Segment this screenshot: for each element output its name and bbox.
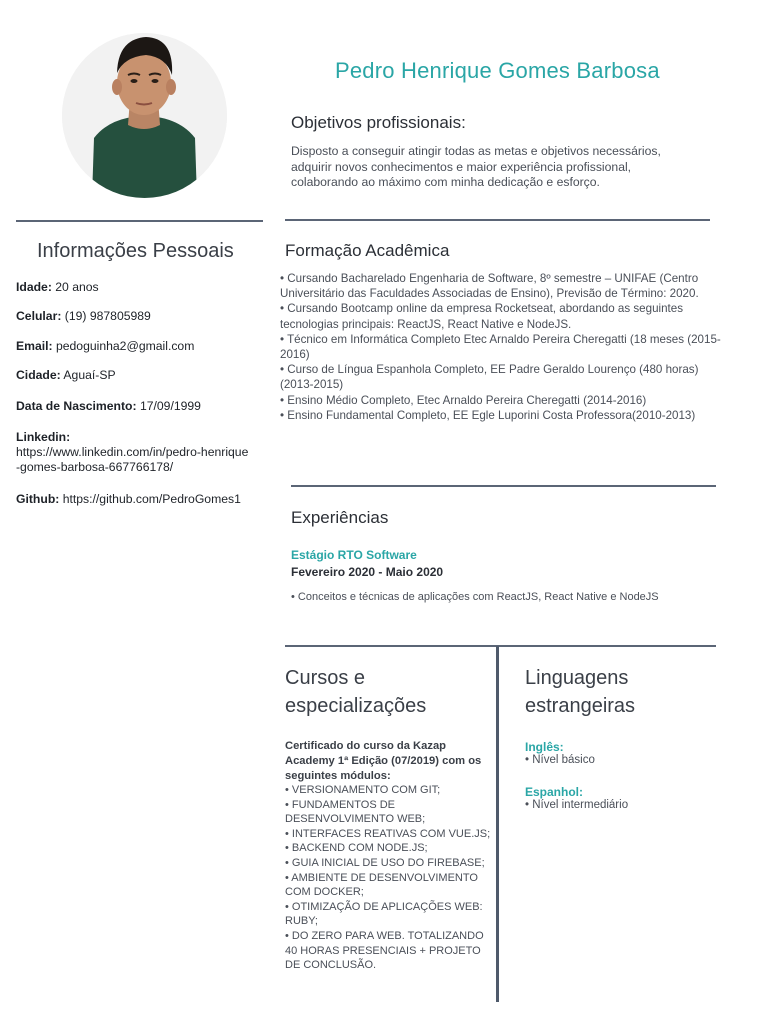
email-value[interactable]: pedoguinha2@gmail.com <box>52 339 195 353</box>
age-value: 20 anos <box>51 280 99 294</box>
divider-right-top <box>285 219 710 221</box>
candidate-name: Pedro Henrique Gomes Barbosa <box>335 58 660 83</box>
education-item: • Ensino Fundamental Completo, EE Egle Luporini Costa Professora(2010-2013) <box>280 408 696 422</box>
language-level: • Nível básico <box>525 754 595 766</box>
job-period: Fevereiro 2020 - Maio 2020 <box>291 565 444 579</box>
city-label: Cidade: <box>16 368 61 382</box>
github-link[interactable]: https://github.com/PedroGomes1 <box>59 492 241 506</box>
divider-experience <box>291 485 716 487</box>
course-module: • OTIMIZAÇÃO DE APLICAÇÕES WEB: RUBY; <box>285 900 483 928</box>
github-label: Github: <box>16 492 60 506</box>
birth-row <box>16 399 271 414</box>
email-label: Email: <box>16 339 53 353</box>
courses-title-line2: especializações <box>285 695 427 717</box>
course-module: • DO ZERO PARA WEB. TOTALIZANDO 40 HORAS PRESENCIAIS + PROJETO DE CONCLUSÃO. <box>285 929 484 972</box>
age-label: Idade: <box>16 280 52 294</box>
language-name: Espanhol: <box>525 785 584 799</box>
profile-photo <box>62 33 227 198</box>
education-item: • Ensino Médio Completo, Etec Arnaldo Pereira Cheregatti (2014-2016) <box>280 393 647 407</box>
age-row <box>16 280 271 295</box>
email-row <box>16 339 271 354</box>
course-module: • FUNDAMENTOS DE DESENVOLVIMENTO WEB; <box>285 798 426 826</box>
education-item: • Curso de Língua Espanhola Completo, EE Padre Geraldo Lourenço (480 horas) (2013-2015) <box>280 363 699 392</box>
course-certificate-header: Certificado do curso da Kazap Academy 1ª Edição (07/2019) com os seguintes módulos: <box>285 740 482 782</box>
course-module: • VERSIONAMENTO COM GIT; <box>285 784 441 796</box>
course-module: • INTERFACES REATIVAS COM VUE.JS; <box>285 827 491 840</box>
birth-label: Data de Nascimento: <box>16 399 137 413</box>
languages-title <box>525 664 635 720</box>
course-module: • GUIA INICIAL DE USO DO FIREBASE; <box>285 856 485 869</box>
objective-title: Objetivos profissionais: <box>291 113 466 132</box>
education-item: • Cursando Bootcamp online da empresa Rocketseat, abordando as seguintes tecnologias principais: ReactJS, React Native e NodeJS. <box>280 302 684 331</box>
linkedin-link[interactable]: https://www.linkedin.com/in/pedro-henrique-gomes-barbosa-667766178/ <box>16 445 249 474</box>
languages-title-line1: Linguagens <box>525 667 629 689</box>
phone-row <box>16 309 271 324</box>
education-item: • Técnico em Informática Completo Etec Arnaldo Pereira Cheregatti (18 meses (2015-2016) <box>280 332 721 362</box>
personal-info-title: Informações Pessoais <box>37 240 234 262</box>
experience-title: Experiências <box>291 508 389 527</box>
phone-value: (19) 987805989 <box>61 309 151 323</box>
course-module: • AMBIENTE DE DESENVOLVIMENTO COM DOCKER; <box>285 871 478 899</box>
linkedin-label: Linkedin: <box>16 430 71 444</box>
education-list <box>280 271 732 423</box>
education-title: Formação Acadêmica <box>285 241 450 260</box>
language-item-spanish <box>525 785 628 811</box>
education-item: • Cursando Bacharelado Engenharia de Software, 8º semestre – UNIFAE (Centro Universitário das Faculdades Associadas de Ensino), Previsão de Término: 2020. <box>280 272 699 301</box>
divider-left-top <box>16 220 263 222</box>
courses-title-line1: Cursos e <box>285 667 366 689</box>
course-module-list <box>285 783 497 973</box>
courses-title <box>285 664 426 720</box>
job-title: Estágio RTO Software <box>291 548 417 562</box>
city-value: Aguaí-SP <box>60 368 116 382</box>
language-name: Inglês: <box>525 740 564 754</box>
divider-bottom <box>285 645 716 647</box>
objective-text: Disposto a conseguir atingir todas as metas e objetivos necessários, adquirir novos conhecimentos e maior experiência profissional, colaborando ao máximo com minha dedicação e esforço. <box>291 144 661 189</box>
birth-value: 17/09/1999 <box>136 399 201 413</box>
language-level: • Nível intermediário <box>525 799 629 811</box>
course-module: • BACKEND COM NODE.JS; <box>285 842 428 855</box>
phone-label: Celular: <box>16 309 62 323</box>
linkedin-row <box>16 430 252 475</box>
github-row <box>16 492 278 507</box>
job-description: • Conceitos e técnicas de aplicações com ReactJS, React Native e NodeJS <box>291 591 659 603</box>
city-row <box>16 368 271 383</box>
language-item-english <box>525 740 595 766</box>
languages-title-line2: estrangeiras <box>525 695 636 717</box>
